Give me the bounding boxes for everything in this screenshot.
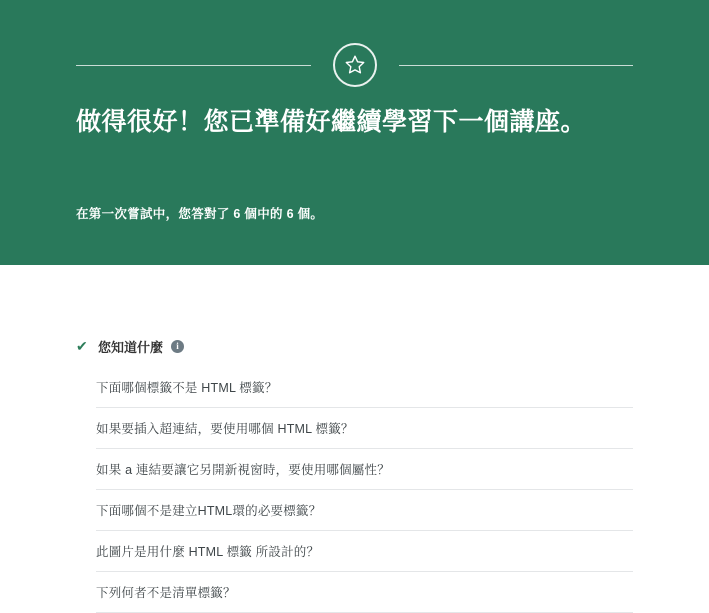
results-section [0, 265, 709, 613]
list-item[interactable]: 下列何者不是清單標籤？ [96, 572, 633, 613]
divider-left [76, 65, 311, 66]
check-icon: ✔ [76, 338, 88, 354]
info-icon[interactable]: i [171, 340, 184, 353]
star-icon [333, 43, 377, 87]
section-title: 您知道什麼 [98, 339, 164, 355]
score-summary: 在第一次嘗試中，您答對了 6 個中的 6 個。 [76, 207, 324, 221]
quiz-result-banner [0, 0, 709, 265]
list-item[interactable]: 下面哪個不是建立HTML環的必要標籤？ [96, 490, 633, 531]
list-item[interactable]: 此圖片是用什麼 HTML 標籤 所設計的？ [96, 531, 633, 572]
divider-right [399, 65, 634, 66]
list-item[interactable]: 如果 a 連結要讓它另開新視窗時，要使用哪個屬性？ [96, 449, 633, 490]
question-list [0, 369, 709, 613]
section-header [0, 335, 709, 357]
banner-divider-row [0, 44, 709, 86]
page-title: 做得很好！您已準備好繼續學習下一個講座。 [76, 108, 587, 136]
list-item[interactable]: 下面哪個標籤不是 HTML 標籤？ [96, 369, 633, 408]
list-item[interactable]: 如果要插入超連結，要使用哪個 HTML 標籤？ [96, 408, 633, 449]
